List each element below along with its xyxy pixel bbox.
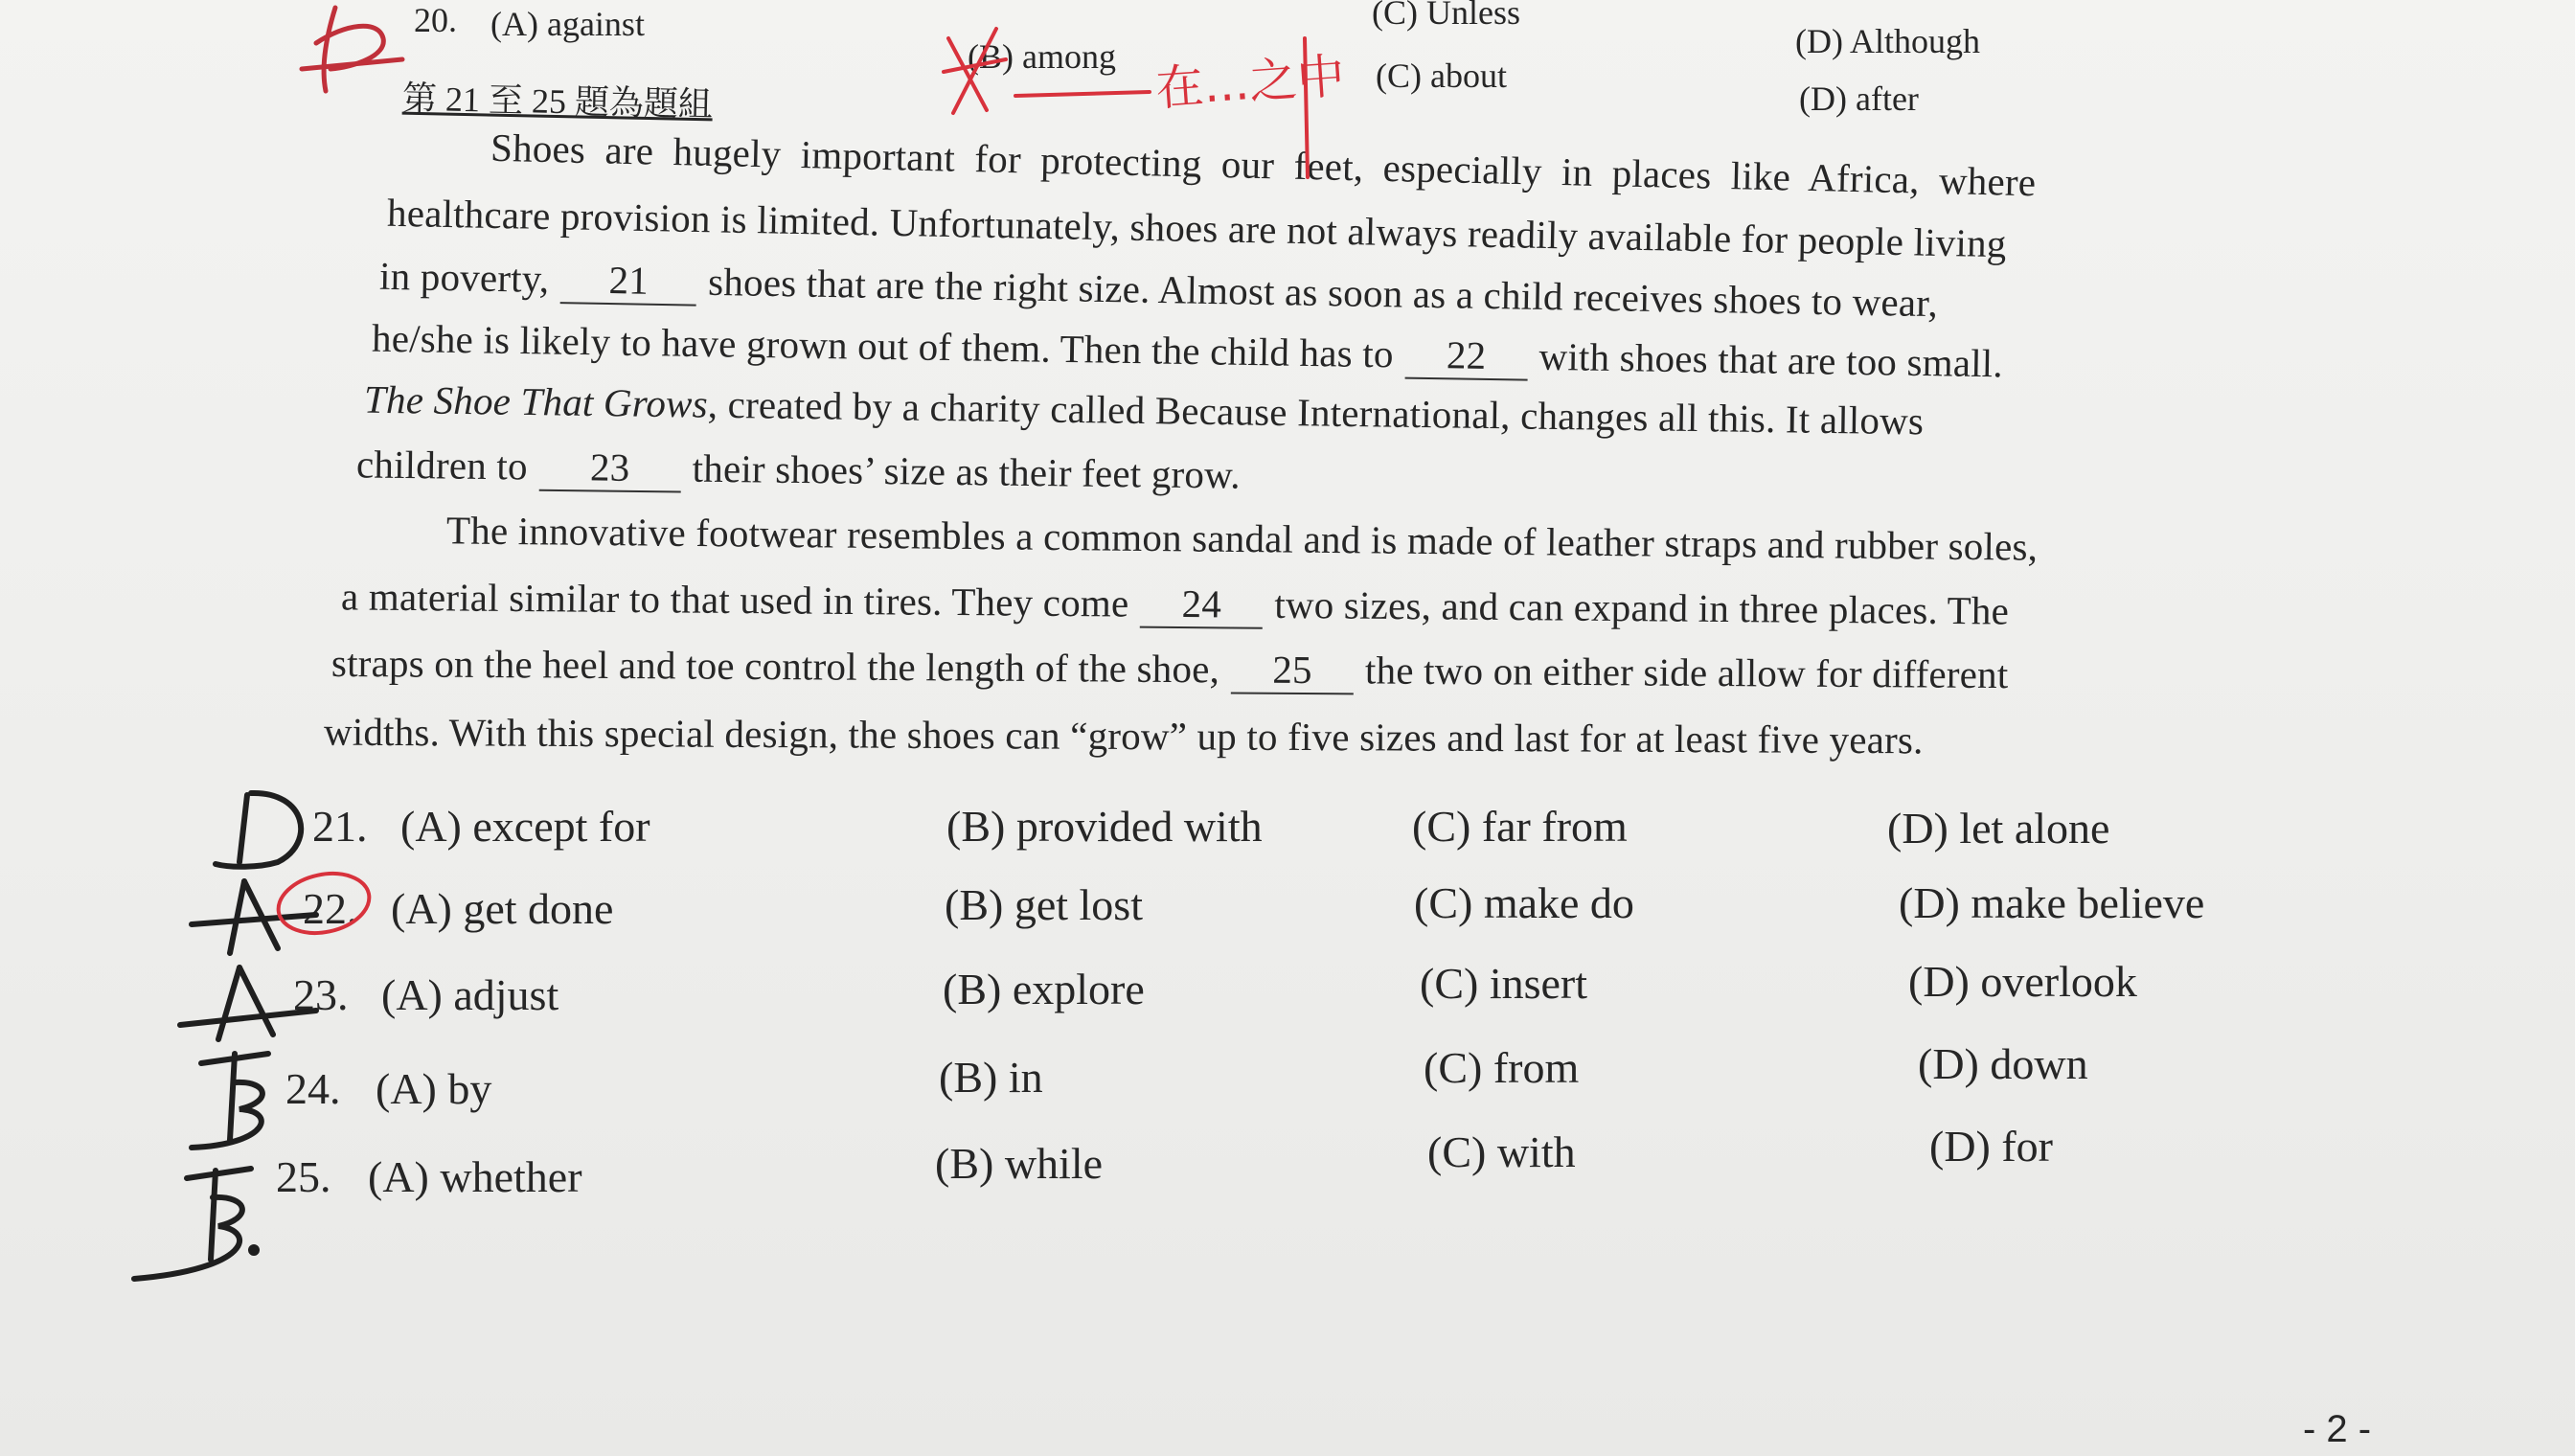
passage-line-4-pre: he/she is likely to have grown out of them. Then the child has to: [371, 315, 1395, 376]
red-crossout-b: [944, 29, 1308, 177]
question-23-option-c: (C) insert: [1420, 959, 1588, 1008]
passage-line-3-pre: in poverty,: [378, 253, 550, 301]
question-25-option-b: (B) while: [935, 1139, 1104, 1188]
question-23-number: 23.: [293, 970, 349, 1019]
page-number: - 2 -: [2303, 1408, 2372, 1450]
blank-21: 21: [560, 256, 697, 306]
question-24-number: 24.: [285, 1064, 341, 1113]
question-21-option-d: (D) let alone: [1887, 804, 2110, 853]
passage-line-6-post: their shoes’ size as their feet grow.: [692, 445, 1242, 497]
question-22-option-d: (D) make believe: [1899, 878, 2205, 927]
question-22-option-b: (B) get lost: [945, 880, 1143, 929]
question-23-option-a: (A) adjust: [381, 970, 559, 1019]
passage-book-title: The Shoe That Grows: [363, 376, 709, 426]
handwritten-answer-25: [134, 1169, 257, 1279]
passage-line-3-post: shoes that are the right size. Almost as soon as a child receives shoes to wear,: [707, 259, 1939, 326]
question-20-option-c-top: (C) Unless: [1372, 0, 1520, 32]
question-22-number: 22.: [303, 884, 358, 933]
handwritten-answer-22: [192, 881, 316, 953]
question-21-option-b: (B) provided with: [946, 802, 1263, 851]
red-handwritten-note: 在...之中: [1153, 48, 1347, 117]
question-20-option-d: (D) after: [1799, 80, 1919, 118]
passage-line-8-pre: a material similar to that used in tires. They come: [340, 574, 1129, 626]
section-title: 第 21 至 25 題為題組: [401, 79, 714, 125]
handwritten-answer-20: [302, 8, 402, 91]
question-24-option-b: (B) in: [939, 1053, 1043, 1102]
question-24-option-d: (D) down: [1918, 1039, 2088, 1088]
blank-23: 23: [538, 444, 681, 493]
handwritten-answer-24: [192, 1054, 268, 1148]
question-20-option-d-top: (D) Although: [1795, 22, 1980, 60]
question-21-option-c: (C) far from: [1412, 802, 1628, 851]
question-22-option-a: (A) get done: [391, 884, 614, 933]
question-24-option-c: (C) from: [1424, 1043, 1580, 1092]
question-23-option-d: (D) overlook: [1908, 957, 2137, 1006]
question-21-option-a: (A) except for: [400, 802, 650, 851]
question-20-option-b: (B) among: [968, 37, 1116, 76]
passage-line-2: healthcare provision is limited. Unfortunately, shoes are not always readily available for people living: [386, 190, 2007, 266]
question-24-option-a: (A) by: [376, 1064, 492, 1113]
question-25-option-a: (A) whether: [368, 1152, 582, 1201]
question-20-number: 20.: [414, 1, 457, 39]
question-22-option-c: (C) make do: [1414, 878, 1634, 927]
passage-line-9-pre: straps on the heel and toe control the length of the shoe,: [330, 640, 1220, 692]
question-25-number: 25.: [276, 1152, 331, 1201]
passage-line-5-post: , created by a charity called Because International, changes all this. It allows: [707, 381, 1925, 444]
red-circle-22: [273, 866, 375, 942]
passage-line-10: widths. With this special design, the shoes can “grow” up to five sizes and last for at least five years.: [323, 709, 1924, 762]
question-20-option-c: (C) about: [1376, 57, 1507, 95]
blank-24: 24: [1140, 580, 1263, 629]
passage-line-1: Shoes are hugely important for protecting our feet, especially in places like Africa, where: [490, 125, 2037, 205]
passage-line-8-post: two sizes, and can expand in three places. The: [1274, 581, 2010, 633]
question-25-option-c: (C) with: [1427, 1127, 1576, 1176]
passage-line-7: The innovative footwear resembles a common sandal and is made of leather straps and rubber soles,: [445, 508, 2039, 569]
question-20-option-a: (A) against: [490, 5, 645, 43]
question-23-option-b: (B) explore: [943, 965, 1145, 1013]
question-21-number: 21.: [312, 802, 368, 851]
blank-22: 22: [1404, 331, 1528, 381]
handwritten-answer-21: [216, 793, 301, 867]
passage-line-9-post: the two on either side allow for different: [1364, 648, 2009, 697]
handwritten-answer-23: [180, 967, 316, 1039]
question-25-option-d: (D) for: [1929, 1122, 2053, 1171]
blank-25: 25: [1231, 646, 1354, 694]
passage-line-6-pre: children to: [355, 442, 529, 489]
passage-line-4-post: with shoes that are too small.: [1538, 333, 2004, 386]
